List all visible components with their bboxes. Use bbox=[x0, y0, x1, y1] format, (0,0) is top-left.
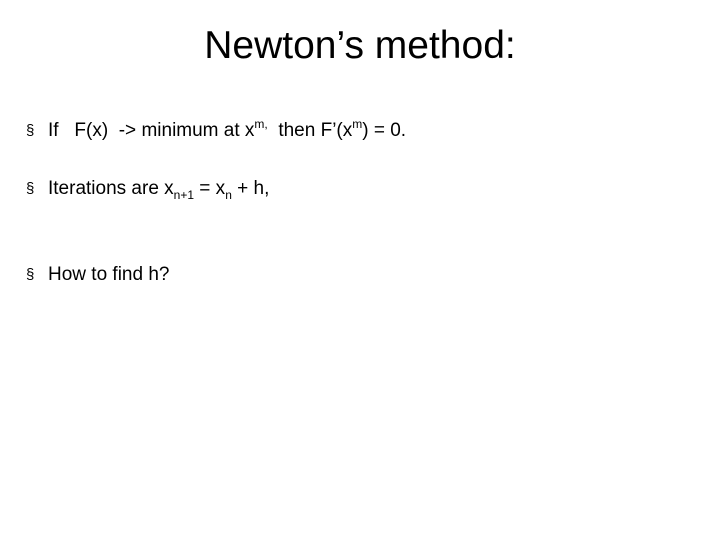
subscript-n-plus-1: n+1 bbox=[173, 188, 195, 202]
minimum-text: minimum at x bbox=[141, 120, 255, 141]
iterations-tail-text: + h, bbox=[231, 178, 270, 199]
derivative-superscript: m bbox=[352, 117, 363, 131]
bullet-minimum-condition bbox=[26, 119, 406, 143]
equals-zero-text: ) = 0. bbox=[362, 120, 407, 141]
arrow-text: -> bbox=[118, 120, 137, 141]
bullet-marker-icon: § bbox=[26, 266, 35, 283]
then-text: then F’(x bbox=[278, 120, 353, 141]
bullet-find-h bbox=[26, 263, 169, 287]
bullet-marker-icon: § bbox=[26, 122, 35, 139]
find-h-text: How to find h? bbox=[48, 264, 170, 285]
bullet-marker-icon: § bbox=[26, 180, 35, 197]
subscript-n: n bbox=[225, 188, 232, 202]
iterations-lead-text: Iterations are x bbox=[48, 178, 174, 199]
minimum-superscript: m, bbox=[254, 117, 268, 131]
function-expression: F(x) bbox=[74, 120, 109, 141]
slide-title: Newton’s method: bbox=[204, 24, 516, 67]
iterations-equals-text: = x bbox=[194, 178, 226, 199]
if-label: If bbox=[48, 120, 59, 141]
bullet-iterations bbox=[26, 177, 269, 201]
